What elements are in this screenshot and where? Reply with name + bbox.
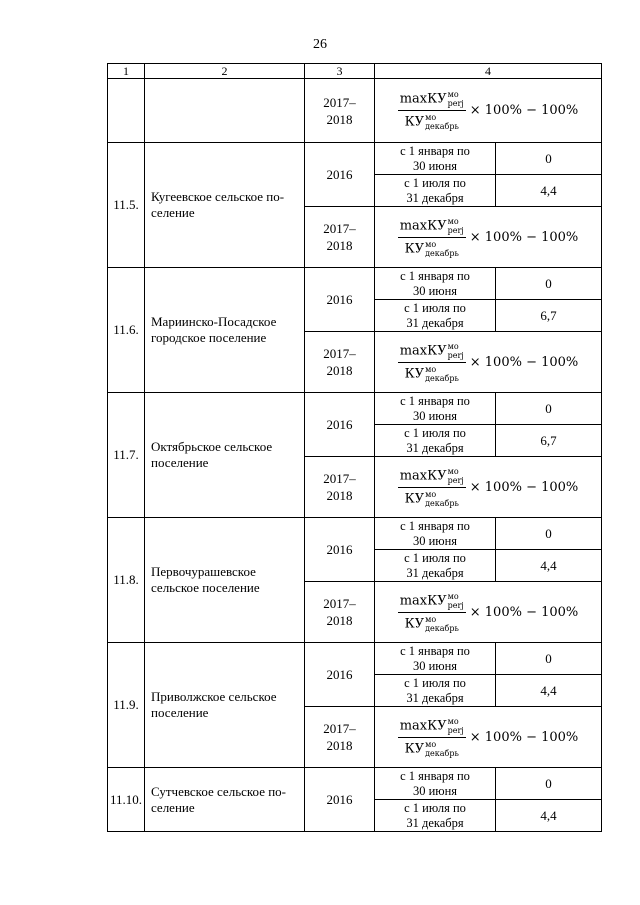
value-second-half: 4,4 — [496, 550, 602, 582]
row-number: 11.7. — [108, 393, 145, 518]
settlement-name-text: Кугеевское сельское по- селение — [151, 189, 285, 220]
year-2017-2018: 2017– 2018 — [305, 457, 375, 518]
formula-tail: × 100% − 100% — [469, 604, 579, 620]
formula-numerator: maxКУ мо perj — [398, 467, 466, 488]
value-second-half: 6,7 — [496, 300, 602, 332]
settlement-name-text: Октябрьское сельское поселение — [151, 439, 273, 470]
continuation-num-cell — [108, 79, 145, 143]
period-second-half: с 1 июля по 31 декабря — [375, 675, 496, 707]
tariff-table — [107, 63, 602, 832]
formula-numerator: maxКУ мо perj — [398, 717, 466, 738]
period-second-half: с 1 июля по 31 декабря — [375, 800, 496, 832]
header-row — [108, 64, 602, 79]
formula-tail: × 100% − 100% — [469, 354, 579, 370]
formula-tail: × 100% − 100% — [469, 479, 579, 495]
formula-cell — [375, 582, 602, 643]
period-first-half: с 1 января по 30 июня — [375, 393, 496, 425]
value-second-half: 6,7 — [496, 425, 602, 457]
table-row — [108, 393, 602, 425]
value-first-half: 0 — [496, 643, 602, 675]
settlement-name-text: Первочурашевское сельское поселение — [151, 564, 260, 595]
formula-fraction — [398, 592, 466, 633]
growth-formula — [398, 342, 579, 383]
value-second-half: 4,4 — [496, 175, 602, 207]
growth-formula — [398, 592, 579, 633]
formula-numerator: maxКУ мо perj — [398, 592, 466, 613]
formula-cell — [375, 207, 602, 268]
continuation-row — [108, 79, 602, 143]
formula-fraction — [398, 717, 466, 758]
table-row — [108, 268, 602, 300]
growth-formula — [398, 217, 579, 258]
settlement-name — [145, 268, 305, 393]
year-2017-2018: 2017– 2018 — [305, 207, 375, 268]
formula-numerator: maxКУ мо perj — [398, 90, 466, 111]
formula-numerator: maxКУ мо perj — [398, 342, 466, 363]
year-2017-2018: 2017– 2018 — [305, 332, 375, 393]
row-number: 11.6. — [108, 268, 145, 393]
period-first-half: с 1 января по 30 июня — [375, 268, 496, 300]
header-col-2: 2 — [145, 64, 305, 79]
header-col-4: 4 — [375, 64, 602, 79]
header-col-1: 1 — [108, 64, 145, 79]
period-second-half: с 1 июля по 31 декабря — [375, 425, 496, 457]
year-2017-2018: 2017– 2018 — [305, 707, 375, 768]
growth-formula — [398, 90, 579, 131]
year-2016: 2016 — [305, 643, 375, 707]
formula-cell — [375, 457, 602, 518]
settlement-name-text: Мариинско-Посадское городское поселение — [151, 314, 277, 345]
formula-tail: × 100% − 100% — [469, 103, 579, 118]
value-first-half: 0 — [496, 393, 602, 425]
period-second-half: с 1 июля по 31 декабря — [375, 550, 496, 582]
continuation-year: 2017– 2018 — [305, 79, 375, 143]
formula-numerator: maxКУ мо perj — [398, 217, 466, 238]
formula-tail: × 100% − 100% — [469, 729, 579, 745]
value-first-half: 0 — [496, 518, 602, 550]
row-number: 11.9. — [108, 643, 145, 768]
settlement-name — [145, 393, 305, 518]
formula-cell — [375, 332, 602, 393]
year-2016: 2016 — [305, 268, 375, 332]
formula-fraction — [398, 342, 466, 383]
continuation-name-cell — [145, 79, 305, 143]
formula-fraction — [398, 217, 466, 258]
table-row — [108, 143, 602, 175]
formula-fraction — [398, 467, 466, 508]
formula-tail: × 100% − 100% — [469, 229, 579, 245]
table-row — [108, 768, 602, 800]
period-second-half: с 1 июля по 31 декабря — [375, 300, 496, 332]
formula-denominator: КУ мо декабрь — [404, 113, 459, 131]
formula-denominator: КУ мо декабрь — [404, 739, 459, 758]
formula-denominator: КУ мо декабрь — [404, 239, 459, 258]
formula-fraction — [398, 90, 466, 131]
growth-formula — [398, 467, 579, 508]
value-first-half: 0 — [496, 268, 602, 300]
formula-denominator: КУ мо декабрь — [404, 614, 459, 633]
row-number: 11.8. — [108, 518, 145, 643]
value-first-half: 0 — [496, 143, 602, 175]
year-2016: 2016 — [305, 768, 375, 832]
header-col-3: 3 — [305, 64, 375, 79]
period-first-half: с 1 января по 30 июня — [375, 143, 496, 175]
page-number: 26 — [313, 37, 327, 52]
formula-denominator: КУ мо декабрь — [404, 489, 459, 508]
settlement-name-text: Приволжское сельское поселение — [151, 689, 277, 720]
value-second-half: 4,4 — [496, 675, 602, 707]
row-number: 11.10. — [108, 768, 145, 832]
value-first-half: 0 — [496, 768, 602, 800]
period-first-half: с 1 января по 30 июня — [375, 643, 496, 675]
period-first-half: с 1 января по 30 июня — [375, 768, 496, 800]
settlement-name-text: Сутчевское сельское по- селение — [151, 783, 287, 815]
period-second-half: с 1 июля по 31 декабря — [375, 175, 496, 207]
year-2016: 2016 — [305, 393, 375, 457]
settlement-name — [145, 143, 305, 268]
continuation-formula-cell — [375, 79, 602, 143]
row-number: 11.5. — [108, 143, 145, 268]
year-2016: 2016 — [305, 143, 375, 207]
period-first-half: с 1 января по 30 июня — [375, 518, 496, 550]
settlement-name — [145, 518, 305, 643]
table-row — [108, 643, 602, 675]
year-2016: 2016 — [305, 518, 375, 582]
value-second-half: 4,4 — [496, 800, 602, 832]
table-row — [108, 518, 602, 550]
settlement-name — [145, 768, 305, 832]
formula-denominator: КУ мо декабрь — [404, 364, 459, 383]
formula-cell — [375, 707, 602, 768]
year-2017-2018: 2017– 2018 — [305, 582, 375, 643]
growth-formula — [398, 717, 579, 758]
settlement-name — [145, 643, 305, 768]
